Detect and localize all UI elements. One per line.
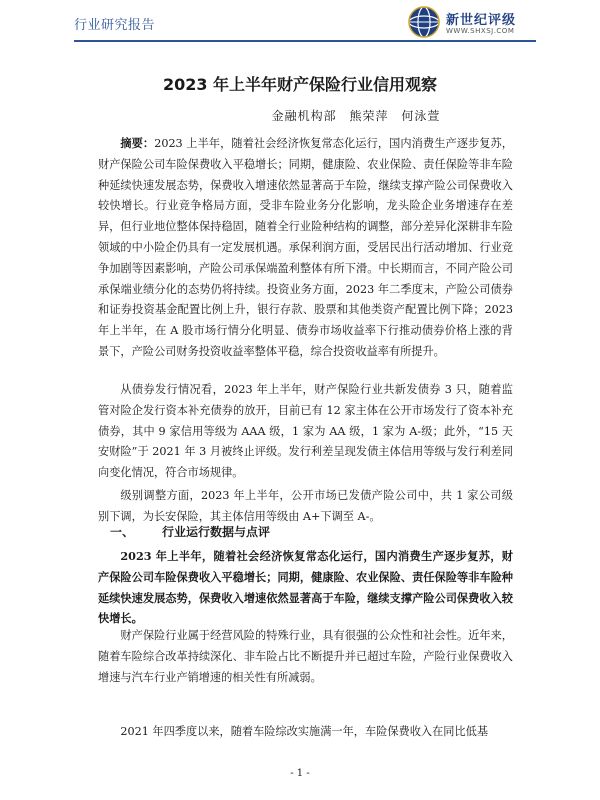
industry-nature-paragraph: 财产保险行业属于经营风险的特殊行业，具有很强的公众性和社会性。近年来，随着车险综合改革持续深化、非车险占比不断提升并已超过车险，产险行业保费收入增速与汽车行业产销增速的相关性有所减弱。 xyxy=(98,629,513,684)
author-name: 熊荣萍 xyxy=(349,109,389,123)
page-number: - 1 - xyxy=(290,768,310,779)
abstract-text: 2023 上半年，随着社会经济恢复常态化运行，国内消费生产逐步复苏，财产保险公司车险保费收入平稳增长；同期，健康险、农业保险、责任保险等非车险种延续快速发展态势，保费收入增速依然显著高于车险，继续支撑产险公司保费收入较快增长。行业竞争格局方面，受非车险业务分化影响，龙头险企业务增速存在差异，但行业地位整体保持稳固，随着全行业险种结构的调整，部分差异化深耕非车险领域的中小险企仍具有一定发展机遇。承保利润方面，受居民出行活动增加、行业竞争加剧等因素影响，产险公司承保端盈利整体有所下滑。中长期而言，不同产险公司承保端业绩分化的态势仍将持续。投资业务方面，2023 年二季度末，产险公司债券和证券投资基金配置比例上升，银行存款、股票和其他类资产配置比例下降；2023 年上半年，在 A 股市场行情分化明显、债券市场收益率下行推动债券价格上涨的背景下，产险公司财务投资收益率整体平稳，综合投资收益率有所提升。 xyxy=(98,137,513,358)
company-logo xyxy=(408,4,540,40)
logo-company-name: 新世纪评级 xyxy=(446,13,517,28)
globe-emblem-icon xyxy=(408,6,440,38)
header-divider xyxy=(74,40,536,42)
bond-issuance-paragraph: 从债券发行情况看，2023 年上半年，财产保险行业共新发债券 3 只，随着监管对险企发行资本补充债券的放开，目前已有 12 家主体在公开市场发行了资本补充债券，其中 9 家信用等级为 AAA 级，1 家为 AA 级，1 家为 A-级；此外，“15 天安财险”于 2021 年 3 月被终止评级。发行利差呈现发债主体信用等级与发行利差同向变化情况，符合市场规律。 xyxy=(98,383,513,480)
auto-reform-paragraph: 2021 年四季度以来，随着车险综改实施满一年，车险保费收入在同比低基 xyxy=(120,725,489,738)
rating-adjustment-paragraph: 级别调整方面，2023 年上半年，公开市场已发债产险公司中，共 1 家公司级别下调，为长安保险，其主体信用等级由 A+下调至 A-。 xyxy=(98,489,513,523)
abstract-label: 摘要： xyxy=(120,136,155,150)
section-title: 行业运行数据与点评 xyxy=(162,525,271,539)
section-number: 一、 xyxy=(110,525,135,539)
author-name: 何泳萱 xyxy=(401,109,441,123)
section-heading xyxy=(98,523,270,540)
page-header xyxy=(0,0,600,42)
section-lead-paragraph: 2023 年上半年，随着社会经济恢复常态化运行，国内消费生产逐步复苏，财产保险公司车险保费收入平稳增长；同期，健康险、农业保险、责任保险等非车险种延续快速发展态势，保费收入增速依然显著高于车险，继续支撑产险公司保费收入较快增长。 xyxy=(98,549,513,626)
document-title: 2023 年上半年财产保险行业信用观察 xyxy=(162,75,438,94)
author-department: 金融机构部 xyxy=(271,109,337,123)
report-category-label: 行业研究报告 xyxy=(74,18,156,33)
author-line xyxy=(200,107,520,124)
abstract xyxy=(98,133,513,363)
logo-website: WWW.SHXSJ.COM xyxy=(446,27,515,35)
